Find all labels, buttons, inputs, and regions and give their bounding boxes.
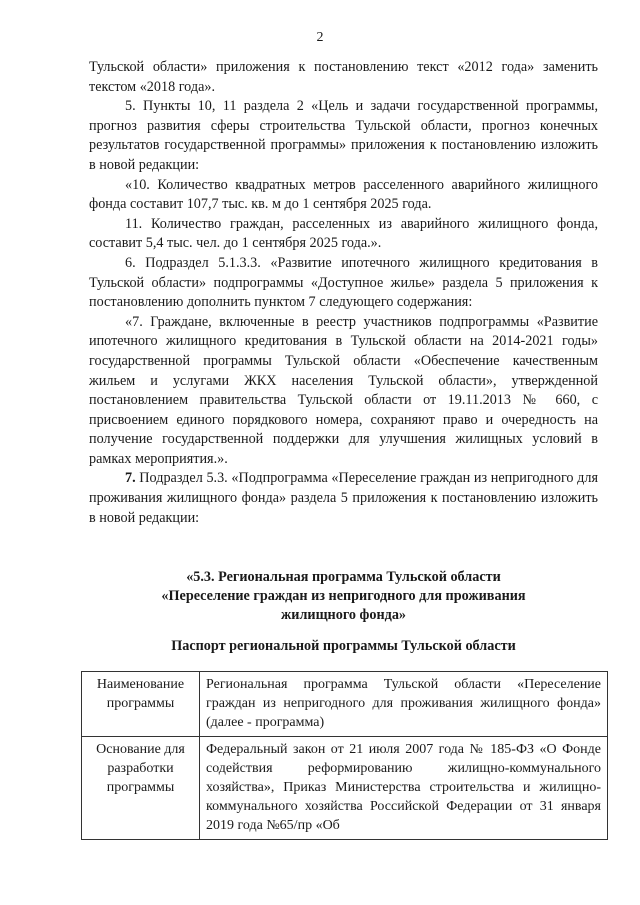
- paragraph-point-11: 11. Количество граждан, расселенных из аварийного жилищного фонда, составит 5,4 тыс. чел. до 1 сентября 2025 года.».: [89, 215, 598, 252]
- table-row: [82, 737, 608, 840]
- paragraph-continuation: Тульской области» приложения к постановлению текст «2012 года» заменить текстом «2018 года».: [89, 59, 598, 95]
- section-heading-line-3: жилищного фонда»: [280, 607, 407, 623]
- paragraph-item-7: [89, 469, 598, 528]
- paragraph-point-10: «10. Количество квадратных метров расселенного аварийного жилищного фонда составит 107,7 тыс. кв. м до 1 сентября 2025 года.: [89, 176, 598, 213]
- section-heading: [89, 568, 598, 625]
- body-text: [89, 58, 598, 528]
- section-heading-line-1: «5.3. Региональная программа Тульской области: [186, 569, 501, 585]
- passport-table: [81, 671, 608, 840]
- row-value-program-name: Региональная программа Тульской области «Переселение граждан из непригодного для проживания жилищного фонда» (далее - программа): [200, 672, 608, 737]
- row-value-basis: Федеральный закон от 21 июля 2007 года № 185-ФЗ «О Фонде содействия реформированию жилищно-коммунального хозяйства», Приказ Министерства строительства и жилищно-коммунального хозяйства Российской Федерации от 31 января 2019 года №65/пр «Об: [200, 737, 608, 840]
- paragraph-point-7-quote: «7. Граждане, включенные в реестр участников подпрограммы «Развитие ипотечного жилищного кредитования в Тульской области на 2014-2021 годы» государственной программы Тульской области «Обеспечение качественным жильем и услугами ЖКХ населения Тульской области», утвержденной постановлением правительства Тульской области от 19.11.2013 № 660, с присвоением единого порядкового номера, сохраняют право и очередность на получение государственной поддержки для улучшения жилищных условий в рамках мероприятия.».: [89, 313, 598, 467]
- row-label-program-name: Наименование программы: [82, 672, 200, 737]
- item-7-text: Подраздел 5.3. «Подпрограмма «Переселение граждан из непригодного для проживания жилищного фонда» раздела 5 приложения к постановлению изложить в новой редакции:: [89, 470, 598, 526]
- row-label-basis: Основание для разработки программы: [82, 737, 200, 840]
- section-heading-line-2: «Переселение граждан из непригодного для проживания: [161, 588, 526, 604]
- item-7-number: 7.: [125, 470, 136, 487]
- paragraph-item-6: 6. Подраздел 5.1.3.3. «Развитие ипотечного жилищного кредитования в Тульской области» подпрограммы «Доступное жилье» раздела 5 приложения к постановлению дополнить пунктом 7 следующего содержания:: [89, 254, 598, 311]
- table-row: [82, 672, 608, 737]
- paragraph-item-5: 5. Пункты 10, 11 раздела 2 «Цель и задачи государственной программы, прогноз развития сферы строительства Тульской области, прогноз конечных результатов государственной программы» приложения к постановлению изложить в новой редакции:: [89, 98, 598, 173]
- passport-title: Паспорт региональной программы Тульской области: [171, 638, 516, 654]
- page-number: 2: [316, 30, 324, 45]
